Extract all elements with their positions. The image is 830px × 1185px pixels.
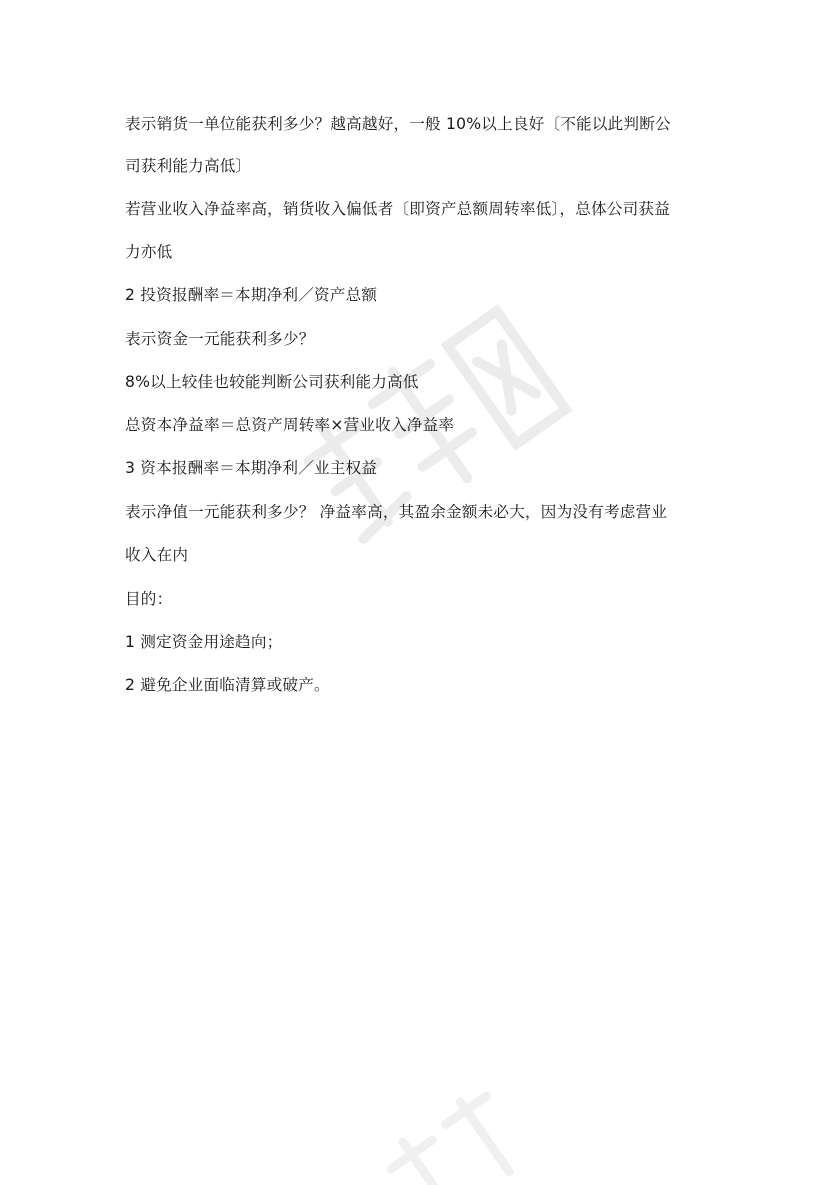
text-line-6: 表示资金一元能获利多少？ [125,330,315,348]
text-line-3: 若营业收入净益率高，销货收入偏低者〔即资产总额周转率低〕，总体公司获益 [125,200,670,218]
text-line-1: 表示销货一单位能获利多少？越高越好，一般 10%以上良好〔不能以此判断公 [125,115,671,133]
text-line-14: 2 避免企业面临清算或破产。 [125,676,330,694]
text-line-9: 3 资本报酬率＝本期净利／业主权益 [125,459,378,477]
text-line-4: 力亦低 [125,243,173,261]
text-line-11: 收入在内 [125,546,189,564]
text-line-5: 2 投资报酬率＝本期净利／资产总额 [125,286,378,304]
text-line-7: 8%以上较佳也较能判断公司获利能力高低 [125,373,419,391]
watermark-stamp-bottom [360,1085,560,1185]
text-line-10: 表示净值一元能获利多少？ 净益率高，其盈余金额未必大，因为没有考虑营业 [125,503,668,521]
text-line-13: 1 测定资金用途趋向； [125,633,283,651]
text-line-8: 总资本净益率＝总资产周转率×营业收入净益率 [125,416,455,434]
text-line-2: 司获利能力高低〕 [125,157,252,175]
text-line-12: 目的： [125,590,173,608]
